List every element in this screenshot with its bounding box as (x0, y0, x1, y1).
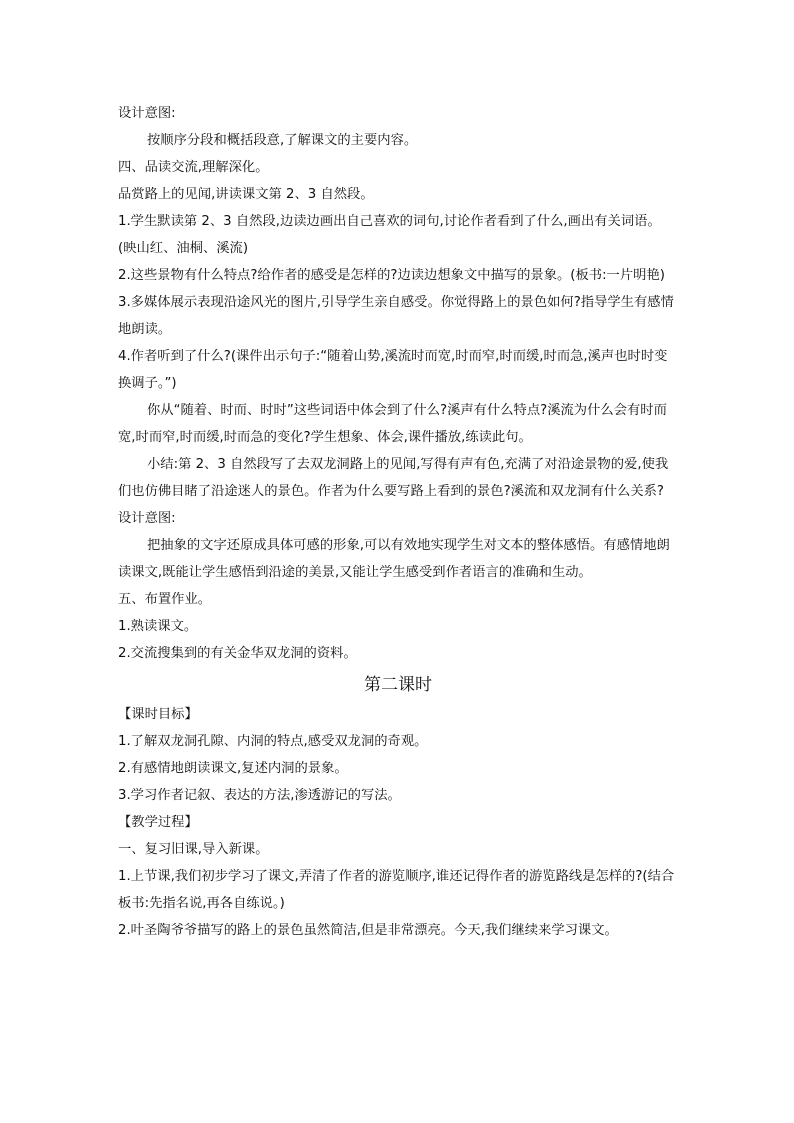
section-heading-5: 五、布置作业。 (118, 592, 212, 607)
design-intent-text: 按顺序分段和概括段意,了解课文的主要内容。 (147, 133, 418, 148)
list-item-4: 4.作者听到了什么?(课件出示句子:“随着山势,溪流时而宽,时而窄,时而缓,时而急,溪声也时时变换调子。”) (118, 349, 668, 391)
lesson-goals-heading: 【课时目标】 (118, 707, 198, 722)
design-intent-text: 把抽象的文字还原成具体可感的形象,可以有效地实现学生对文本的整体感悟。有感情地朗读课文,既能让学生感悟到沿途的美景,又能让学生感受到作者语言的准确和生动。 (118, 538, 670, 580)
goal-item-2: 2.有感情地朗读课文,复述内洞的景象。 (118, 761, 348, 776)
goal-item-3: 3.学习作者记叙、表达的方法,渗透游记的写法。 (118, 788, 401, 803)
document-body (118, 100, 678, 944)
list-item-2: 2.这些景物有什么特点?给作者的感受是怎样的?边读边想象文中描写的景象。(板书:一片明艳) (118, 268, 665, 283)
paragraph: 你从“随着、时而、时时”这些词语中体会到了什么?溪声有什么特点?溪流为什么会有时而宽,时而窄,时而缓,时而急的变化?学生想象、体会,课件播放,练读此句。 (118, 403, 667, 445)
summary-paragraph: 小结:第 2、3 自然段写了去双龙洞路上的见闻,写得有声有色,充满了对沿途景物的爱,使我们也仿佛目睹了沿途迷人的景色。作者为什么要写路上看到的景色?溪流和双龙洞有什么关系? (118, 457, 669, 499)
list-item-3: 3.多媒体展示表现沿途风光的图片,引导学生亲自感受。你觉得路上的景色如何?指导学生有感情地朗读。 (118, 295, 674, 337)
process-item-2: 2.叶圣陶爷爷描写的路上的景色虽然简洁,但是非常漂亮。今天,我们继续来学习课文。 (118, 923, 618, 938)
section-title: 第二课时 (364, 675, 432, 695)
section-heading-1: 一、复习旧课,导入新课。 (118, 842, 269, 857)
process-item-1: 1.上节课,我们初步学习了课文,弄清了作者的游览顺序,谁还记得作者的游览路线是怎样的?(结合板书:先指名说,再各自练说。) (118, 869, 675, 911)
homework-item-1: 1.熟读课文。 (118, 619, 198, 634)
design-intent-heading: 设计意图: (118, 511, 176, 526)
section-heading-4: 四、品读交流,理解深化。 (118, 160, 269, 175)
paragraph: 品赏路上的见闻,讲读课文第 2、3 自然段。 (118, 187, 374, 202)
list-item-1: 1.学生默读第 2、3 自然段,边读边画出自己喜欢的词句,讨论作者看到了什么,画出有关词语。(映山红、油桐、溪流) (118, 214, 661, 256)
teaching-process-heading: 【教学过程】 (118, 815, 198, 830)
design-intent-heading: 设计意图: (118, 106, 176, 121)
goal-item-1: 1.了解双龙洞孔隙、内洞的特点,感受双龙洞的奇观。 (118, 734, 428, 749)
homework-item-2: 2.交流搜集到的有关金华双龙洞的资料。 (118, 646, 357, 661)
